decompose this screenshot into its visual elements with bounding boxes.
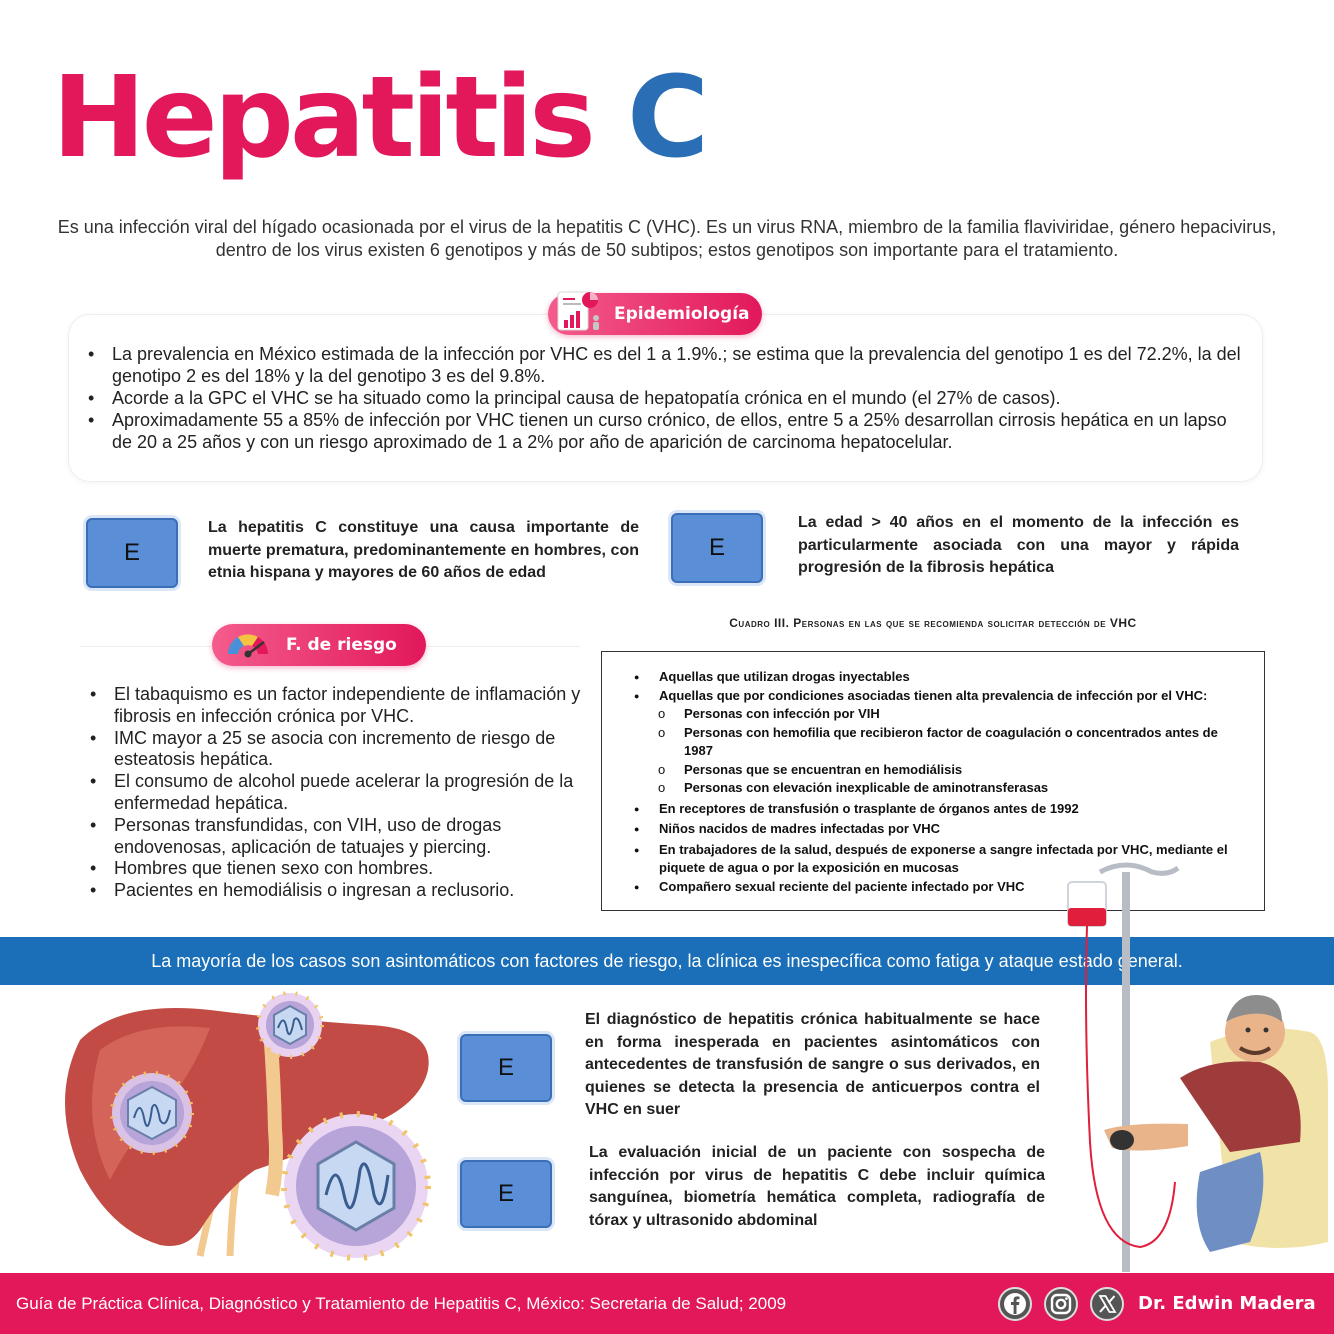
evidence-text-1: La hepatitis C constituye una causa importante de muerte prematura, predominantemente en hombres, con etnia hispana y mayores de 60 años de edad	[208, 519, 639, 581]
transfusion-patient-illustration	[1060, 862, 1334, 1272]
sub-list-item: o Personas con elevación inexplicable de aminotransferasas	[634, 779, 1244, 798]
list-item: • La prevalencia en México estimada de la infección por VHC es del 1 a 1.9%.; se estima que la prevalencia del genotipo 1 es del 72.2%, la del genotipo 2 es del 18% y la del genotipo 3 es del 9.8%.	[84, 343, 1244, 387]
evidence-badge: E	[671, 513, 763, 583]
facebook-icon[interactable]	[998, 1287, 1032, 1321]
evidence-text-2: La edad > 40 años en el momento de la infección es particularmente asociada con una mayor y rápida progresión de la fibrosis hepática	[798, 514, 1239, 576]
gauge-icon	[224, 624, 274, 660]
evidence-badge: E	[86, 518, 178, 588]
epidemiology-list	[84, 343, 1244, 453]
sub-list-item: o Personas que se encuentran en hemodiálisis	[634, 761, 1244, 780]
x-icon[interactable]	[1090, 1287, 1124, 1321]
liver-illustration	[40, 990, 440, 1270]
list-item	[634, 687, 1244, 798]
list-item: • Personas transfundidas, con VIH, uso de drogas endovenosas, aplicación de tatuajes y piercing.	[86, 815, 596, 859]
table-caption: Cuadro III. Personas en las que se recomienda solicitar detección de VHC	[729, 616, 1137, 630]
risk-factors-label: F. de riesgo	[286, 635, 397, 655]
list-item-text: Aquellas que por condiciones asociadas tienen alta prevalencia de infección por el VHC:	[659, 687, 1208, 703]
citation: Guía de Práctica Clínica, Diagnóstico y Tratamiento de Hepatitis C, México: Secretaria de Salud; 2009	[16, 1294, 787, 1313]
evidence-text-3: El diagnóstico de hepatitis crónica habitualmente se hace en forma inesperada en pacientes asintomáticos con antecedentes de transfusión de sangre o sus derivados, en quienes se detecta la presencia de anticuerpos contra el VHC en suer	[585, 1011, 1040, 1118]
instagram-icon[interactable]	[1044, 1287, 1078, 1321]
list-item	[634, 668, 1244, 687]
list-item: • Acorde a la GPC el VHC se ha situado como la principal causa de hepatopatía crónica en el mundo (el 27% de casos).	[84, 387, 1244, 409]
list-item-text: Aquellas que utilizan drogas inyectables	[659, 669, 910, 684]
evidence-text-4: La evaluación inicial de un paciente con sospecha de infección por virus de hepatitis C debe incluir química sanguínea, biometría hemática completa, radiografía de tórax y ultrasonido abdominal	[589, 1144, 1045, 1229]
epidemiology-chart-icon	[556, 288, 604, 334]
sub-list-item: o Personas con infección por VIH	[634, 705, 1244, 724]
summary-band: La mayoría de los casos son asintomáticos con factores de riesgo, la clínica es inespecífica como fatiga y ataque estado general.	[0, 937, 1334, 985]
epidemiology-label: Epidemiología	[614, 304, 750, 324]
list-item: • El tabaquismo es un factor independiente de inflamación y fibrosis en infección crónica por VHC.	[86, 684, 596, 728]
author-name: Dr. Edwin Madera	[1138, 1293, 1316, 1314]
list-item: ● En receptores de transfusión o trasplante de órganos antes de 1992	[634, 800, 1244, 819]
evidence-badge: E	[460, 1034, 552, 1102]
evidence-badge: E	[460, 1160, 552, 1228]
list-item: • Aproximadamente 55 a 85% de infección por VHC tienen un curso crónico, de ellos, entre 5 a 25% desarrollan cirrosis hepática en un lapso de 20 a 25 años y con un riesgo aproximado de 1 a 2% por año de aparición de carcinoma hepatocelular.	[84, 409, 1244, 453]
intro-paragraph: Es una infección viral del hígado ocasionada por el virus de la hepatitis C (VHC). Es un virus RNA, miembro de la familia flaviviridae, género hepacivirus, dentro de los virus existen 6 genotipos y más de 50 subtipos; estos genotipos son importante para el tratamiento.	[57, 217, 1277, 260]
list-item: ● Compañero sexual reciente del paciente infectado por VHC	[634, 878, 1244, 897]
sub-list-item: o Personas con hemofilia que recibieron factor de coagulación o concentrados antes de 1987	[634, 724, 1244, 761]
page-title	[52, 53, 706, 183]
list-item: ● En trabajadores de la salud, después de exponerse a sangre infectada por VHC, mediante el piquete de agua o por la exposición en mucosas	[634, 841, 1244, 878]
list-item: • El consumo de alcohol puede acelerar la progresión de la enfermedad hepática.	[86, 771, 596, 815]
list-item: • Pacientes en hemodiálisis o ingresan a reclusorio.	[86, 880, 596, 902]
title-c: C	[626, 53, 706, 183]
risk-factors-list	[86, 684, 596, 902]
sub-list	[634, 705, 1244, 798]
list-item: ● Niños nacidos de madres infectadas por VHC	[634, 820, 1244, 839]
footer	[0, 1273, 1334, 1334]
title-hepatitis: Hepatitis	[52, 53, 592, 183]
list-item: • Hombres que tienen sexo con hombres.	[86, 858, 596, 880]
list-item: • IMC mayor a 25 se asocia con incremento de riesgo de esteatosis hepática.	[86, 728, 596, 772]
